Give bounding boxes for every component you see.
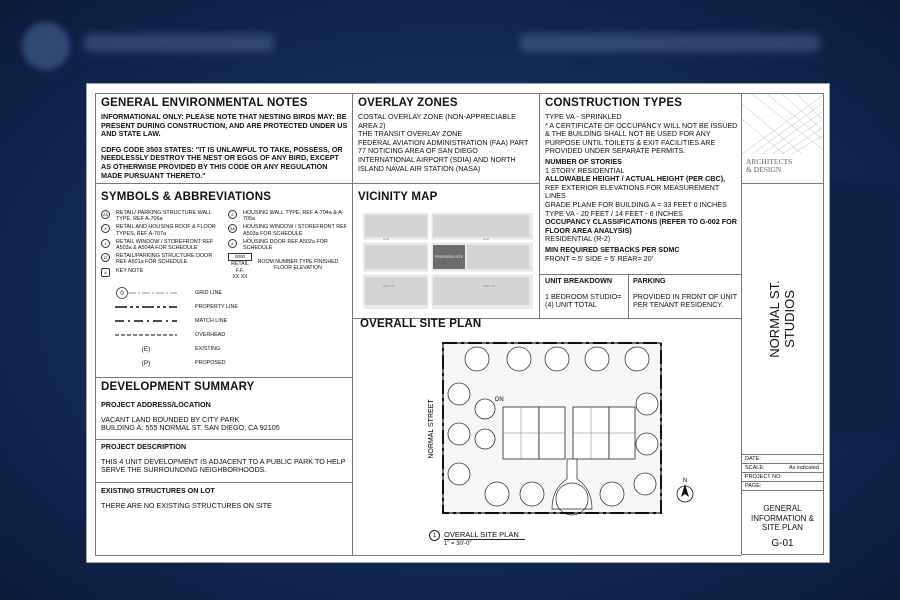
property-line-sample [115, 300, 177, 314]
project-name-line-1: NORMAL ST. [767, 280, 782, 358]
divider-notes [95, 183, 352, 184]
room-tag [228, 253, 252, 280]
certificate-note: * A CERTIFICATE OF OCCUPANCY WILL NOT BE ISSUED & THE BUILDING SHALL NOT BE USED FOR ANY PURPOSE UNTIL TOILETS & EXIT FACILITIES ARE PROVIDED UNDER SEPARATE PERMITS. [545, 120, 738, 156]
project-description [101, 443, 349, 475]
unit-breakdown [545, 277, 625, 310]
parking-heading: PARKING [633, 276, 666, 285]
development-summary [101, 381, 349, 433]
symbol-item [228, 239, 350, 251]
site-plan-section [360, 318, 560, 330]
site-plan-drawing [407, 339, 697, 519]
symbol-text: RETAIL WINDOW / STOREFRONT REF A503a & A504A FOR SCHEDULE [116, 238, 214, 252]
existing-label: EXISTING [195, 346, 221, 352]
height-line: REF EXTERIOR ELEVATIONS FOR MEASUREMENT LINES [545, 182, 720, 201]
description-text: THIS 4 UNIT DEVELOPMENT IS ADJACENT TO A PUBLIC PARK TO HELP SERVE THE SURROUNDING NEIGHBORHOODS. [101, 456, 346, 475]
divider-units [539, 274, 741, 275]
symbols-left-list [101, 210, 219, 279]
symbol-text: RETAIL AND HOUSING ROOF & FLOOR TYPES, REF A-707a [116, 224, 216, 237]
caption-scale: 1" = 30'-0" [444, 541, 472, 547]
line-legend-row [105, 300, 345, 314]
symbol-tag-icon: 8 [228, 239, 237, 248]
symbol-item [101, 239, 219, 251]
overhead-line-sample [115, 328, 177, 342]
project-number-label: PROJECT NO: [745, 474, 782, 480]
general-notes-p2: CDFG CODE 3503 STATES: "IT IS UNLAWFUL TO TAKE, POSSESS, OR NEEDLESSLY DESTROY THE NEST OR EGGS OF ANY BIRD, EXCEPT AS OTHERWISE PROVIDED BY THIS CODE OR ANY REGULATION MADE PURSUANT THERETO." [101, 144, 343, 180]
line-legend-row [105, 328, 345, 342]
symbols-title: SYMBOLS & ABBREVIATIONS [101, 191, 272, 203]
scale-label: SCALE: [745, 465, 765, 471]
stories-value: 1 STORY RESIDENTIAL [545, 165, 625, 175]
overlay-line: THE TRANSIT OVERLAY ZONE [358, 129, 463, 139]
north-arrow-icon [677, 478, 693, 502]
project-name [742, 184, 823, 454]
symbol-tag-icon: 1 [101, 239, 110, 248]
general-notes-p1: INFORMATIONAL ONLY: PLEASE NOTE THAT NESTING BIRDS MAY: BE PRESENT DURING CONSTRUCTION, AND ARE PROTECTED UNDER US AND STATE LAW. [101, 112, 348, 139]
general-notes [101, 97, 349, 180]
symbol-item [101, 268, 219, 277]
divider-desc [95, 482, 352, 483]
divider-overlay [352, 183, 539, 184]
overlay-line: FEDERAL AVIATION ADMINISTRATION (FAA) PART 77 NOTICING AREA OF SAN DIEGO INTERNATIONAL AIRPORT (SDIA) AND NORTH ISLAND NAVAL AIR STATION (NASA) [358, 137, 529, 173]
proposed-symbol: (P) [141, 359, 151, 367]
background-logo [22, 22, 70, 70]
vicinity-map [363, 213, 533, 309]
construction-type: TYPE VA - SPRINKLED [545, 112, 622, 121]
background-heading-blur [520, 34, 820, 52]
setback-value: FRONT = 5' SIDE = 5' REAR= 20' [545, 253, 654, 263]
symbol-item [101, 210, 219, 222]
drawing-number-bubble: 1 [429, 530, 440, 541]
keynote-icon: # [101, 268, 110, 277]
title-block-divider [742, 490, 823, 491]
project-name-line-2: STUDIOS [782, 290, 797, 348]
height-line: GRADE PLANE FOR BUILDING A = 33 FEET 0 INCHES [545, 199, 727, 209]
address-line-1: VACANT LAND BOUNDED BY CITY PARK [101, 414, 240, 424]
site-plan-title: OVERALL SITE PLAN [360, 318, 482, 330]
symbol-item [228, 210, 350, 222]
symbol-item [101, 224, 219, 236]
symbol-item [101, 253, 219, 265]
symbol-item [228, 224, 350, 236]
symbol-text: RETAIL/ PARKING STRUCTURE WALL TYPE, REF A-706a [116, 210, 212, 223]
address-heading: PROJECT ADDRESS/LOCATION [101, 400, 211, 409]
sheet-name: GENERAL INFORMATION & SITE PLAN [751, 504, 814, 532]
symbol-tag-icon: D [101, 253, 110, 262]
street-name-label: NORMAL STREET [428, 399, 435, 459]
existing-symbol: (E) [141, 345, 151, 353]
background-panel [830, 180, 900, 440]
property-line-label: PROPERTY LINE [195, 304, 238, 310]
line-legend [105, 286, 345, 370]
overhead-line-label: OVERHEAD [195, 332, 226, 338]
unit-heading: UNIT BREAKDOWN [545, 276, 613, 285]
room-tag-type: RETAIL [231, 261, 249, 268]
symbol-tag-icon: 2 [228, 210, 237, 219]
stories-heading: NUMBER OF STORIES [545, 156, 622, 166]
proposed-label: PROPOSED [195, 360, 226, 366]
line-legend-row [105, 286, 345, 300]
firm-name-line-2: & DESIGN [746, 165, 782, 174]
match-line-label: MATCH LINE [195, 318, 228, 324]
firm-logo-graphic [742, 94, 823, 156]
border-left [95, 93, 96, 555]
drawing-sheet [86, 83, 830, 563]
page-label: PAGE: [745, 483, 762, 489]
room-tag-legend [228, 253, 350, 280]
date-label: DATE: [745, 456, 761, 462]
occupancy-heading: OCCUPANCY CLASSIFICATIONS (REFER TO G-002 FOR FLOOR AREA ANALYSIS) [545, 217, 737, 235]
room-tag-elevation: F.F. XX.XX [232, 267, 248, 280]
description-heading: PROJECT DESCRIPTION [101, 442, 187, 451]
grid-line-label: GRID LINE [195, 290, 222, 296]
grid-line-sample [115, 286, 177, 300]
stairs-down-label: DN [495, 397, 504, 403]
symbols-section [101, 191, 349, 203]
line-legend-row [105, 342, 345, 356]
street-label: ELM [383, 237, 390, 241]
street-label: MALL ST [383, 284, 396, 288]
development-title: DEVELOPMENT SUMMARY [101, 381, 255, 393]
grid-bubble-label: 0 [120, 291, 124, 297]
firm-name [746, 158, 792, 174]
overlay-zones [358, 97, 536, 173]
date-field [742, 454, 823, 463]
firm-logo [742, 94, 823, 184]
existing-heading: EXISTING STRUCTURES ON LOT [101, 486, 215, 495]
divider-parking [628, 274, 629, 318]
divider-symbols [95, 377, 352, 378]
border-top [95, 93, 741, 94]
caption-title: OVERALL SITE PLAN [444, 530, 525, 540]
occupancy-value: RESIDENTIAL (R-2) [545, 234, 611, 244]
vicinity-map-section [358, 191, 536, 203]
room-tag-description: ROOM NUMBER TYPE FINISHED FLOOR ELEVATION [257, 259, 339, 272]
symbol-text: KEY NOTE [116, 267, 144, 274]
project-number-field [742, 472, 823, 481]
symbol-text: RETAIL/PARKING STRUCTURE DOOR REF A501a FOR SCHEDULE [116, 253, 213, 266]
north-label: N [682, 478, 688, 484]
symbol-text: HOUSING WINDOW / STOREFRONT REF A503a FOR SCHEDULE [243, 224, 348, 237]
address-line-2: BUILDING A: 555 NORMAL ST. SAN DIEGO, CA 92105 [101, 423, 280, 433]
background-title-blur [84, 34, 274, 52]
scale-value: As indicated [789, 465, 819, 471]
proposed-site-label: PROPOSED SITE [435, 255, 463, 259]
vicinity-title: VICINITY MAP [358, 191, 438, 203]
existing-structures [101, 487, 349, 510]
divider-col1 [352, 93, 353, 555]
symbol-tag-icon: X [101, 224, 110, 233]
title-block [741, 93, 824, 555]
line-legend-row [105, 356, 345, 370]
firm-name-line-1: ARCHITECTS [746, 157, 793, 166]
construction-title: CONSTRUCTION TYPES [545, 97, 683, 109]
street-label: MALL ST [483, 284, 496, 288]
symbol-text: HOUSING DOOR REF A502a FOR SCHEDULE [243, 238, 328, 252]
symbol-tag-icon: A5 [101, 210, 110, 219]
divider-address [95, 439, 352, 440]
existing-text: THERE ARE NO EXISTING STRUCTURES ON SITE [101, 500, 272, 510]
parking-value: PROVIDED IN FRONT OF UNIT PER TENANT RESIDENCY. [633, 291, 737, 310]
symbol-text: HOUSING WALL TYPE, REF A-704a & A-705a [243, 210, 344, 223]
symbols-right-list [228, 210, 350, 280]
sheet-number: G-01 [771, 538, 794, 549]
overlay-title: OVERLAY ZONES [358, 97, 458, 109]
scale-field [742, 463, 823, 472]
site-plan-caption [429, 530, 525, 547]
unit-value: 1 BEDROOM STUDIO= (4) UNIT TOTAL [545, 291, 622, 310]
overlay-line: COSTAL OVERLAY ZONE (NON-APPRECIABLE AREA 2) [358, 112, 516, 130]
divider-col2 [539, 93, 540, 318]
line-legend-row [105, 314, 345, 328]
match-line-sample [115, 314, 177, 328]
general-notes-title: GENERAL ENVIRONMENTAL NOTES [101, 97, 308, 109]
height-line: TYPE VA - 20 FEET / 14 FEET - 6 INCHES [545, 208, 683, 218]
border-bottom [95, 555, 741, 556]
height-heading: ALLOWABLE HEIGHT / ACTUAL HEIGHT (PER CBC), [545, 174, 726, 184]
parking [633, 277, 737, 310]
symbol-tag-icon: 5A [228, 224, 237, 233]
setback-heading: MIN REQUIRED SETBACKS PER SDMC [545, 244, 680, 254]
room-tag-number: 0000 [228, 253, 252, 261]
page-field [742, 481, 823, 490]
street-label: ELM [483, 237, 490, 241]
construction-types [545, 97, 738, 263]
